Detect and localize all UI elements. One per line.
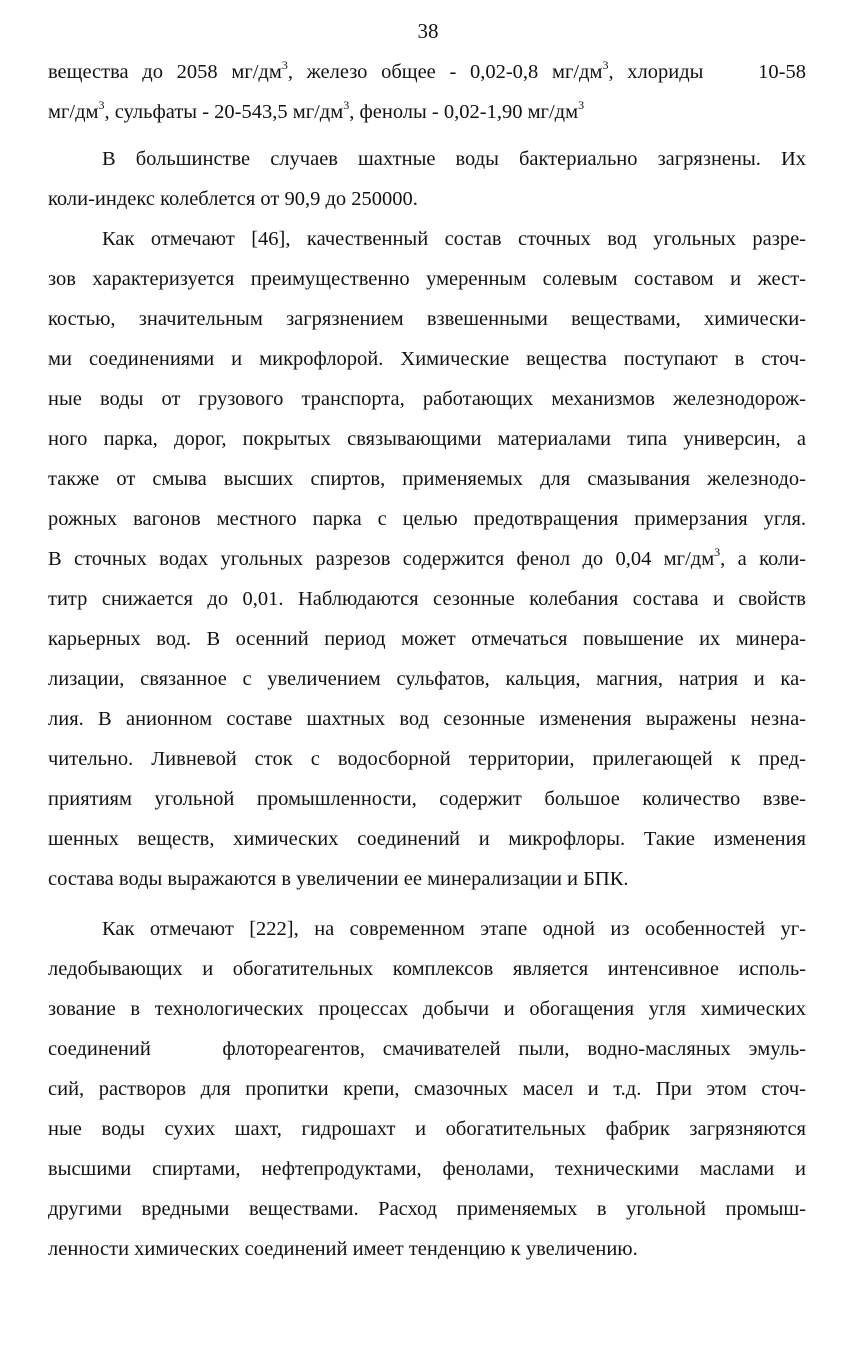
text-line: Как отмечают [222], на современном этапе одной из особенностей уг- [102, 918, 806, 940]
text-line: ленности химических соединений имеет тенденцию к увеличению. [48, 1238, 638, 1260]
text-line: вещества до 2058 $мг/дм^3$, железо общее - 0,02-0,8 $мг/дм^3$, хлориды 10-58 [48, 58, 806, 83]
text-line: коли-индекс колеблется от 90,9 до 250000. [48, 188, 418, 210]
text-line: зов характеризуется преимущественно умеренным солевым составом и жест- [48, 268, 806, 290]
text-line: ные воды от грузового транспорта, работающих механизмов железнодорож- [48, 388, 806, 410]
text-line: ми соединениями и микрофлорой. Химические вещества поступают в сточ- [48, 348, 806, 370]
text-line: высшими спиртами, нефтепродуктами, фенолами, техническими маслами и [48, 1158, 806, 1180]
text-line: костью, значительным загрязнением взвешенными веществами, химически- [48, 308, 806, 330]
text-line: В сточных водах угольных разрезов содержится фенол до 0,04 $мг/дм^3$, а коли- [48, 545, 806, 570]
text-line: также от смыва высших спиртов, применяемых для смазывания железнодо- [48, 468, 806, 490]
text-line: титр снижается до 0,01. Наблюдаются сезонные колебания состава и свойств [48, 588, 806, 610]
text-line: ные воды сухих шахт, гидрошахт и обогатительных фабрик загрязняются [48, 1118, 806, 1140]
text-line: В большинстве случаев шахтные воды бактериально загрязнены. Их [102, 148, 806, 170]
text-line: рожных вагонов местного парка с целью предотвращения примерзания угля. [48, 508, 806, 530]
text-line: ледобывающих и обогатительных комплексов является интенсивное исполь- [48, 958, 806, 980]
text-line: состава воды выражаются в увеличении ее минерализации и БПК. [48, 868, 629, 890]
text-line: карьерных вод. В осенний период может отмечаться повышение их минера- [48, 628, 806, 650]
text-line: сий, растворов для пропитки крепи, смазочных масел и т.д. При этом сточ- [48, 1078, 806, 1100]
text-line: приятиям угольной промышленности, содержит большое количество взве- [48, 788, 806, 810]
text-line: чительно. Ливневой сток с водосборной территории, прилегающей к пред- [48, 748, 806, 770]
text-line: другими вредными веществами. Расход применяемых в угольной промыш- [48, 1198, 806, 1220]
text-line: лизации, связанное с увеличением сульфатов, кальция, магния, натрия и ка- [48, 668, 806, 690]
text-line: лия. В анионном составе шахтных вод сезонные изменения выражены незна- [48, 708, 806, 730]
text-line: зование в технологических процессах добычи и обогащения угля химических [48, 998, 806, 1020]
text-line: соединений флотореагентов, смачивателей пыли, водно-масляных эмуль- [48, 1038, 806, 1060]
text-line: $мг/дм^3$, сульфаты - 20-543,5 $мг/дм^3$, фенолы - 0,02-1,90 $мг/дм^3$ [48, 98, 585, 123]
text-line: Как отмечают [46], качественный состав сточных вод угольных разре- [102, 228, 806, 250]
text-line: шенных веществ, химических соединений и микрофлоры. Такие изменения [48, 828, 806, 850]
page-number: 38 [417, 19, 439, 43]
text-line: ного парка, дорог, покрытых связывающими материалами типа универсин, а [48, 428, 806, 450]
